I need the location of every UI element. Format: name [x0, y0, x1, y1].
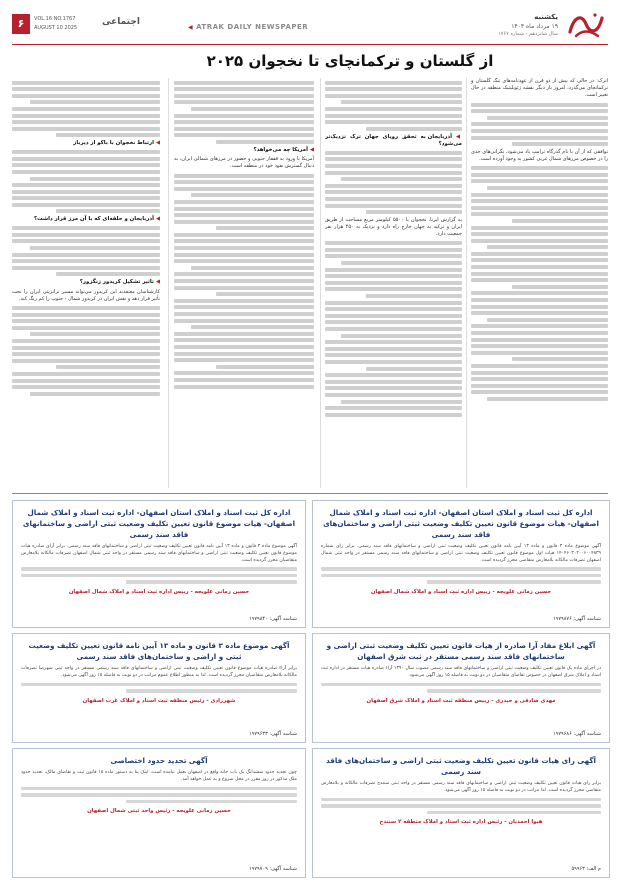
notice-id: شناسه آگهی: ۱۹۷۹۸۴۰ [248, 616, 297, 622]
issue-date-fa: ۱۹ مرداد ماه ۱۴۰۴ [511, 23, 558, 30]
notice-body [321, 666, 601, 693]
notice-title: آگهی رای هیات قانون تعیین تکلیف وضعیت ثبتی اراضی و ساختمان‌های فاقد سند رسمی [325, 756, 597, 776]
issue-day: یکشنبه [534, 13, 558, 21]
article-subhead [174, 147, 314, 154]
legal-notice [312, 633, 610, 743]
date-en: AUGUST 10 2025 [34, 25, 78, 31]
bullet-icon: ◀ [153, 140, 160, 147]
bullet-icon: ◀ [451, 133, 462, 140]
notice-text: برابر آراء صادره هیات موضوع قانون تعیین تکلیف وضعیت ثبتی اراضی و ساختمانهای فاقد سند رسمی مستقر در واحد ثبتی شهرضا تصرفات مالکانه بلامعارض متقاضیان محرز گردیده است. لذا به منظور اطلاع عموم مراتب در دو نوبت به فاصله ۱۵ روز آگهی می‌شود. [21, 666, 297, 678]
notice-id: م الف: ۵۹۹۶۳ [571, 866, 601, 872]
masthead [12, 10, 608, 42]
legal-notice [12, 633, 306, 743]
legal-notice [312, 748, 610, 878]
article-paragraph: اترک: در حالی که بیش از دو قرن از عهدنامه‌های ننگ گلستان و ترکمانچای می‌گذرد، امروز بار دیگر نقشه ژئوپلیتیک منطقه در حال تغییر است. [471, 78, 608, 99]
notice-body [21, 544, 297, 584]
notice-body [21, 770, 297, 803]
article-paragraph: آمریکا با ورود به قفقاز جنوبی و حضور در مرزهای شمالی ایران، به دنبال گسترش نفوذ خود در منطقه است. [174, 156, 314, 170]
notice-title: آگهی تحدید حدود اختصاصی [110, 756, 208, 765]
section-title: اجتماعی [102, 17, 140, 27]
notice-body [321, 781, 601, 814]
masthead-rule [12, 44, 608, 45]
notice-text: آگهی موضوع ماده ۳ قانون و ماده ۱۳ آیین نامه قانون تعیین تکلیف وضعیت ثبتی اراضی و ساختمانهای فاقد سند رسمی. برابر رای شماره ۱۴۰۴۶۰۳۰۲۰۰۶۰۰۴۸۳۹ هیات اول موضوع قانون تعیین تکلیف وضعیت ثبتی اراضی و ساختمانهای فاقد سند رسمی مستقر در واحد ثبتی شمال اصفهان تصرفات مالکانه بلامعارض متقاضی محرز گردیده است. [321, 544, 602, 563]
paper-name [188, 23, 388, 31]
column-divider [320, 78, 321, 488]
notice-text: آگهی موضوع ماده ۳ قانون و ماده ۱۳ آیین نامه قانون تعیین تکلیف وضعیت ثبتی اراضی و ساختمانهای فاقد سند رسمی. برابر آرای صادره هیات موضوع قانون تعیین تکلیف وضعیت ثبتی اراضی و ساختمانهای فاقد سند رسمی مستقر در واحد ثبتی شمال اصفهان تصرفات مالکانه بلامعارض متقاضیان محرز گردیده است. [21, 544, 298, 563]
article-column-3 [174, 78, 314, 488]
page-number: ۶ [12, 14, 30, 34]
article-subhead [12, 140, 160, 147]
bullet-icon: ◀ [307, 146, 314, 153]
notice-text: برابر رای هیات قانون تعیین تکلیف وضعیت ثبتی اراضی و ساختمانهای فاقد سند رسمی مستقر در واحد ثبتی سنندج تصرفات مالکانه و بلامعارض متقاضی محرز گردیده است. لذا مراتب در دو نوبت به فاصله ۱۵ روز آگهی می‌شود. [321, 781, 601, 793]
article-headline: از گلستان و ترکمانچای تا نخجوان ۲۰۲۵ [206, 52, 494, 70]
paper-name-text: ATRAK DAILY NEWSPAPER [196, 23, 309, 31]
subhead-text: تاثیر تشکیل کریدور زنگزور؟ [79, 279, 154, 286]
article-paragraph: کارشناسان معتقدند این کریدور می‌تواند مسیر ترانزیتی ایران را تحت تأثیر قرار دهد و نقش ایران در کریدور شمال - جنوب را کم رنگ کند. [12, 288, 160, 302]
volume-info: VOL.16 NO.1767 [34, 16, 76, 22]
notice-body [321, 544, 601, 584]
article-column-2 [325, 78, 462, 488]
article-subhead [325, 134, 462, 148]
subhead-text: ارتباط نخجوان با باکو از دیرباز [73, 140, 154, 147]
article-column-4 [12, 78, 160, 488]
notice-text: چون تحدید حدود ششدانگ یک باب خانه واقع در اصفهان بعمل نیامده است، اینک بنا به دستور ماده ۱۵ قانون ثبت و تقاضای مالک، تحدید حدود ملک مذکور در روز مقرر در محل شروع و به عمل خواهد آمد. [21, 770, 297, 782]
column-divider [466, 78, 467, 488]
bullet-icon: ◀ [153, 216, 160, 223]
notice-title: آگهی موضوع ماده ۳ قانون و ماده ۱۳ آیین نامه قانون تعیین تکلیف وضعیت ثبتی و اراضی و ساختمان‌های فاقد سند رسمی [28, 641, 290, 661]
legal-notice [12, 500, 306, 628]
notice-signature: حسین زمانی علویجه - رییس اداره ثبت اسناد و املاک شمال اصفهان [68, 588, 250, 595]
ads-divider [12, 493, 608, 494]
notice-id: شناسه آگهی: ۱۹۷۹۷۰۹ [248, 866, 297, 872]
bullet-icon: ◀ [153, 279, 160, 286]
atrak-logo [564, 10, 608, 40]
notice-title: اداره کل ثبت اسناد و املاک استان اصفهان- اداره ثبت اسناد و املاک شمال اصفهان- هیات موضوع قانون تعیین تکلیف وضعیت ثبتی اراضی و ساختمانهای فاقد سند رسمی [22, 508, 296, 539]
date-block [488, 13, 558, 37]
article-column-1 [471, 78, 608, 488]
notice-id: شناسه آگهی: ۱۹۷۹۶۳۳ [248, 731, 297, 737]
subhead-text: آذربایجان و حلقه‌ای که با آن مرز قرار داشت؟ [34, 216, 154, 223]
notice-title: آگهی ابلاغ مفاد آرا صادره از هیات قانون تعیین تکلیف وضعیت ثبتی اراضی و ساختمانهای فاقد سند رسمی مستقر در ثبت شرق اصفهان [326, 641, 596, 661]
notice-signature: هیوا احمدیان - رئیس اداره ثبت اسناد و املاک منطقه ۲ سنندج [379, 819, 543, 826]
notice-text: در اجرای ماده یک قانون تعیین تکلیف وضعیت ثبتی اراضی و ساختمانهای فاقد سند رسمی مصوب سال ۱۳۹۰ آراء صادره هیات مستقر در اداره ثبت اسناد و املاک شرق اصفهان در خصوص تقاضای متقاضیان در دو نوبت به فاصله ۱۵ روز آگهی می‌شود. [321, 666, 601, 678]
notice-title: اداره کل ثبت اسناد و املاک استان اصفهان- اداره ثبت اسناد و املاک شمال اصفهان- هیات موضوع قانون تعیین تکلیف وضعیت ثبتی اراضی و ساختمان‌های فاقد سند رسمی [323, 508, 599, 539]
notice-signature: مهدی صادقی و حیدری - رییس منطقه ثبت اسناد و املاک شرق اصفهان [366, 697, 556, 704]
article-subhead [12, 216, 160, 223]
notice-signature: حسین زمانی علویجه - رئیس واحد ثبتی شمال اصفهان [87, 808, 231, 815]
issue-number-fa: سال شانزدهم - شماره ۱۷۶۷ [498, 31, 558, 37]
article-paragraph: به گزارش ایرنا، نخجوان با ۵۵۰۰ کیلومتر مربع مساحت از طریق ایران و ترکیه به جهان خارج راه دارد و نزدیک به ۴۵۰ هزار نفر جمعیت دارد. [325, 216, 462, 238]
legal-notice [12, 748, 306, 878]
notice-id: شناسه آگهی: ۱۹۷۹۸۷۶ [552, 616, 601, 622]
column-divider [168, 78, 169, 488]
notice-body [21, 666, 297, 693]
subhead-text: آذربایجان به تحقق رویای جهان ترک نزدیک‌تر می‌شود؟ [325, 133, 462, 147]
legal-notice [312, 500, 610, 628]
notice-signature: شهرزادی - رئیس منطقه ثبت اسناد و املاک غرب اصفهان [82, 697, 236, 704]
article-paragraph: توافقی که از آن با نام گذرگاه ترامپ یاد می‌شود، نگرانی‌های جدی را در خصوص مرزهای شمال غربی کشور به وجود آورده است. [471, 148, 608, 162]
article-subhead [12, 279, 160, 286]
notice-signature: حسین زمانی علویجه - رییس اداره ثبت اسناد و املاک شمال اصفهان [370, 588, 552, 595]
subhead-text: آمریکا چه می‌خواهد؟ [253, 146, 308, 153]
triangle-icon: ◀ [188, 24, 194, 31]
notice-id: شناسه آگهی: ۱۹۷۹۶۸۶ [552, 731, 601, 737]
